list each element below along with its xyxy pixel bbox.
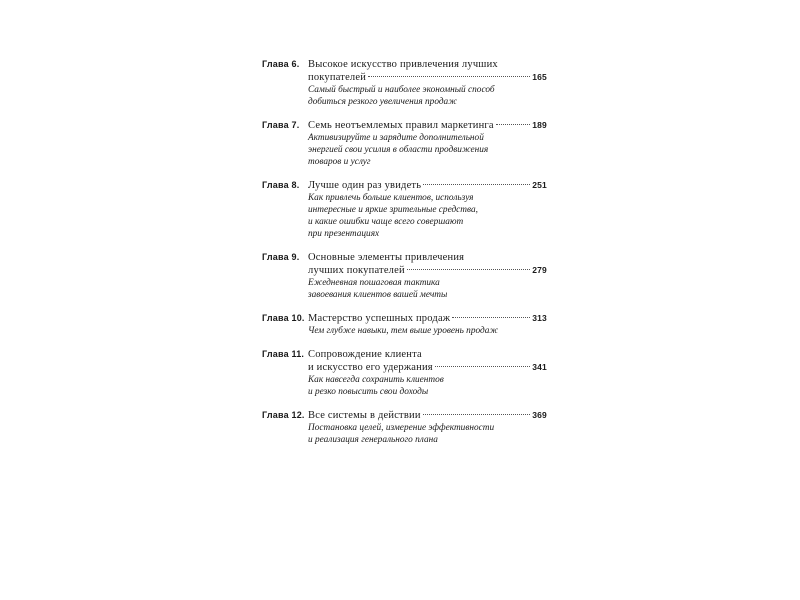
toc-entry-heading bbox=[262, 251, 547, 277]
dot-leader bbox=[435, 366, 530, 367]
chapter-title bbox=[308, 119, 547, 132]
chapter-number: Глава 8. bbox=[262, 180, 300, 190]
chapter-title-line: Высокое искусство привлечения лучших bbox=[308, 59, 498, 70]
page-number: 313 bbox=[532, 313, 547, 323]
toc-entry-heading bbox=[262, 409, 547, 422]
chapter-description-line: Ежедневная пошаговая тактика bbox=[308, 278, 440, 288]
chapter-title bbox=[308, 312, 547, 325]
page-number: 279 bbox=[532, 265, 547, 275]
chapter-description bbox=[308, 422, 547, 446]
toc-entry bbox=[262, 251, 547, 301]
chapter-title-leader-row bbox=[308, 119, 547, 132]
page-number: 341 bbox=[532, 362, 547, 372]
chapter-description-line: интересные и яркие зрительные средства, bbox=[308, 205, 478, 215]
toc-entry bbox=[262, 119, 547, 168]
chapter-description-line: Как привлечь больше клиентов, используя bbox=[308, 193, 474, 203]
chapter-description bbox=[308, 132, 547, 168]
chapter-title-leader-row bbox=[308, 361, 547, 374]
chapter-description-line: Как навсегда сохранить клиентов bbox=[308, 375, 444, 385]
chapter-description bbox=[308, 374, 547, 398]
chapter-title-leader-row bbox=[308, 312, 547, 325]
chapter-number: Глава 11. bbox=[262, 349, 305, 359]
chapter-description-line: и реализация генерального плана bbox=[308, 435, 438, 445]
chapter-title bbox=[308, 409, 547, 422]
dot-leader bbox=[423, 414, 531, 415]
chapter-description bbox=[308, 192, 547, 240]
toc-entry-heading bbox=[262, 119, 547, 132]
chapter-title-line: лучших покупателей bbox=[308, 265, 405, 276]
chapter-number: Глава 12. bbox=[262, 410, 305, 420]
page-number: 251 bbox=[532, 180, 547, 190]
chapter-title-line: Все системы в действии bbox=[308, 410, 421, 421]
chapter-description-line: Чем глубже навыки, тем выше уровень продаж bbox=[308, 326, 499, 336]
chapter-title-line: Мастерство успешных продаж bbox=[308, 313, 451, 324]
chapter-description-line: завоевания клиентов вашей мечты bbox=[308, 290, 448, 300]
toc-entry bbox=[262, 179, 547, 240]
chapter-title-line: Основные элементы привлечения bbox=[308, 252, 465, 263]
chapter-number: Глава 9. bbox=[262, 252, 300, 262]
toc-entry bbox=[262, 348, 547, 398]
chapter-title-line: Лучше один раз увидеть bbox=[308, 180, 422, 191]
toc-entry bbox=[262, 409, 547, 446]
chapter-title-leader-row bbox=[308, 409, 547, 422]
chapter-description bbox=[308, 277, 547, 301]
toc-entry bbox=[262, 58, 547, 108]
chapter-description-line: и какие ошибки чаще всего совершают bbox=[308, 217, 464, 227]
chapter-description-line: Постановка целей, измерение эффективности bbox=[308, 423, 495, 433]
chapter-title bbox=[308, 251, 547, 277]
dot-leader bbox=[407, 269, 530, 270]
chapter-title bbox=[308, 179, 547, 192]
chapter-description-line: при презентациях bbox=[308, 229, 380, 239]
page-number: 165 bbox=[532, 72, 547, 82]
chapter-number: Глава 10. bbox=[262, 313, 305, 323]
chapter-description-line: товаров и услуг bbox=[308, 157, 371, 167]
chapter-title-line: и искусство его удержания bbox=[308, 362, 433, 373]
dot-leader bbox=[423, 184, 530, 185]
chapter-number: Глава 6. bbox=[262, 59, 300, 69]
toc-entry-heading bbox=[262, 179, 547, 192]
chapter-description bbox=[308, 325, 547, 337]
chapter-description-line: и резко повысить свои доходы bbox=[308, 387, 429, 397]
dot-leader bbox=[368, 76, 530, 77]
chapter-title-line: покупателей bbox=[308, 72, 367, 83]
chapter-description-line: Активизируйте и зарядите дополнительной bbox=[308, 133, 484, 143]
page-number: 369 bbox=[532, 410, 547, 420]
toc-entry bbox=[262, 312, 547, 337]
chapter-description bbox=[308, 84, 547, 108]
chapter-title-leader-row bbox=[308, 71, 547, 84]
toc-entry-heading bbox=[262, 312, 547, 325]
chapter-title-line: Сопровождение клиента bbox=[308, 349, 422, 360]
table-of-contents bbox=[262, 58, 547, 457]
dot-leader bbox=[496, 124, 530, 125]
toc-entry-heading bbox=[262, 348, 547, 374]
chapter-number: Глава 7. bbox=[262, 120, 300, 130]
chapter-title-leader-row bbox=[308, 264, 547, 277]
chapter-title-leader-row bbox=[308, 179, 547, 192]
dot-leader bbox=[452, 317, 530, 318]
toc-entry-heading bbox=[262, 58, 547, 84]
chapter-title bbox=[308, 58, 547, 84]
page-number: 189 bbox=[532, 120, 547, 130]
chapter-title-line: Семь неотъемлемых правил маркетинга bbox=[308, 120, 494, 131]
chapter-description-line: добиться резкого увеличения продаж bbox=[308, 97, 457, 107]
chapter-title bbox=[308, 348, 547, 374]
chapter-description-line: энергией свои усилия в области продвижения bbox=[308, 145, 489, 155]
chapter-description-line: Самый быстрый и наиболее экономный способ bbox=[308, 85, 495, 95]
